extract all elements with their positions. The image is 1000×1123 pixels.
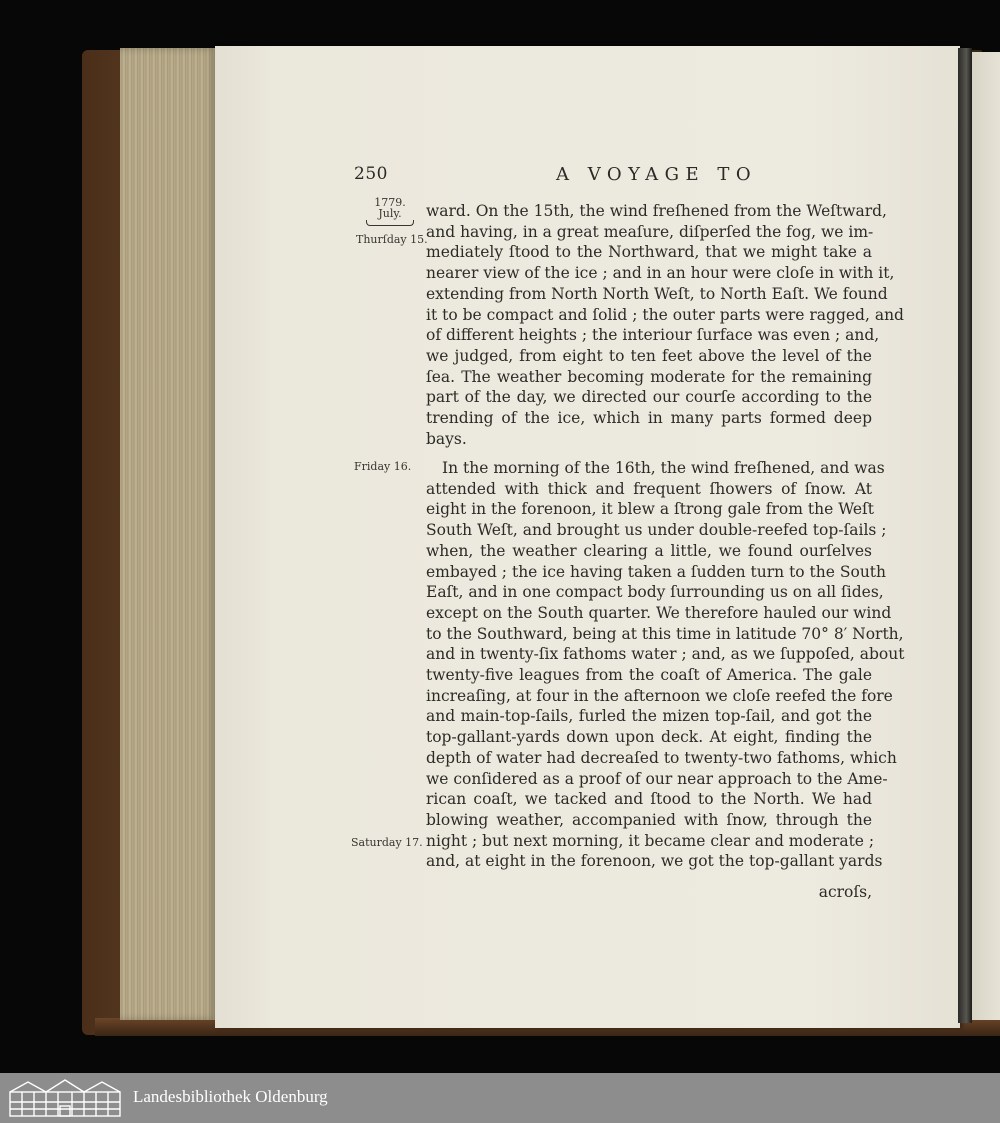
text-line: mediately ſtood to the Northward, that we might take a xyxy=(426,243,872,262)
text-line: In the morning of the 16th, the wind freſhened, and was xyxy=(442,459,885,477)
text-line: and main-top-ſails, furled the mizen top-ſail, and got the xyxy=(426,707,872,726)
margin-note-saturday: Saturday 17. xyxy=(351,836,423,849)
text-line: attended with thick and frequent ſhowers of ſnow. At xyxy=(426,479,872,498)
text-line: night ; but next morning, it became clear and moderate ; xyxy=(426,831,875,850)
margin-brace xyxy=(366,220,414,226)
text-line: when, the weather clearing a little, we found ourſelves xyxy=(426,541,872,560)
text-line: rican coaſt, we tacked and ſtood to the North. We had xyxy=(426,790,872,809)
margin-note-thursday: Thurſday 15. xyxy=(356,233,428,246)
text-line: ſea. The weather becoming moderate for the remaining xyxy=(426,367,872,386)
text-line: embayed ; the ice having taken a ſudden turn to the South xyxy=(426,562,887,581)
margin-month: July. xyxy=(378,207,402,220)
library-name: Landesbibliothek Oldenburg xyxy=(133,1087,328,1106)
margin-date-block xyxy=(366,197,414,226)
text-line: blowing weather, accompanied with ſnow, through the xyxy=(426,810,872,829)
text-line: increaſing, at four in the afternoon we cloſe reefed the fore xyxy=(426,686,893,705)
text-line: twenty-five leagues from the coaſt of America. The gale xyxy=(426,666,872,685)
text-line: and in twenty-ſix fathoms water ; and, as we ſuppoſed, about xyxy=(426,645,905,664)
page-number: 250 xyxy=(354,164,388,184)
text-line: Eaſt, and in one compact body ſurrounding us on all ſides, xyxy=(426,583,884,602)
text-line: ward. On the 15th, the wind freſhened from the Weſtward, xyxy=(426,202,887,220)
text-line: except on the South quarter. We therefore hauled our wind xyxy=(426,603,892,622)
text-line: South Weſt, and brought us under double-reefed top-ſails ; xyxy=(426,521,887,540)
text-line: eight in the forenoon, it blew a ſtrong gale from the Weſt xyxy=(426,500,875,519)
text-line: to the Southward, being at this time in latitude 70° 8′ North, xyxy=(426,624,904,643)
text-line: depth of water had decreaſed to twenty-two fathoms, which xyxy=(426,748,897,767)
running-title: A VOYAGE TO xyxy=(556,164,758,185)
text-line: of different heights ; the interiour ſurface was even ; and, xyxy=(426,326,880,345)
page-header xyxy=(0,164,1000,194)
library-footer xyxy=(0,1073,1000,1123)
margin-note-friday: Friday 16. xyxy=(354,460,412,473)
text-line: we conſidered as a proof of our near approach to the Ame- xyxy=(426,769,888,788)
text-line: extending from North North Weſt, to North Eaſt. We found xyxy=(426,284,888,303)
text-line: and, at eight in the forenoon, we got the top-gallant yards xyxy=(426,852,883,871)
text-line: part of the day, we directed our courſe according to the xyxy=(426,388,872,407)
text-line: nearer view of the ice ; and in an hour were cloſe in with it, xyxy=(426,264,895,283)
book-gutter xyxy=(958,48,972,1023)
catchword: acroſs, xyxy=(818,883,872,901)
catchword-block xyxy=(426,882,872,903)
text-line: it to be compact and ſolid ; the outer parts were ragged, and xyxy=(426,305,904,324)
library-building-logo-icon xyxy=(8,1078,122,1118)
text-line: and having, in a great meaſure, diſperſed the fog, we im- xyxy=(426,222,874,241)
text-line: bays. xyxy=(426,429,467,448)
text-line: top-gallant-yards down upon deck. At eight, finding the xyxy=(426,728,872,747)
text-line: we judged, from eight to ten feet above the level of the xyxy=(426,346,872,365)
facing-page-edge xyxy=(972,52,1000,1020)
paragraph-1 xyxy=(426,201,904,449)
text-line: trending of the ice, which in many parts formed deep xyxy=(426,409,872,428)
margin-year: 1779. xyxy=(374,196,406,209)
paragraph-2 xyxy=(426,458,905,872)
